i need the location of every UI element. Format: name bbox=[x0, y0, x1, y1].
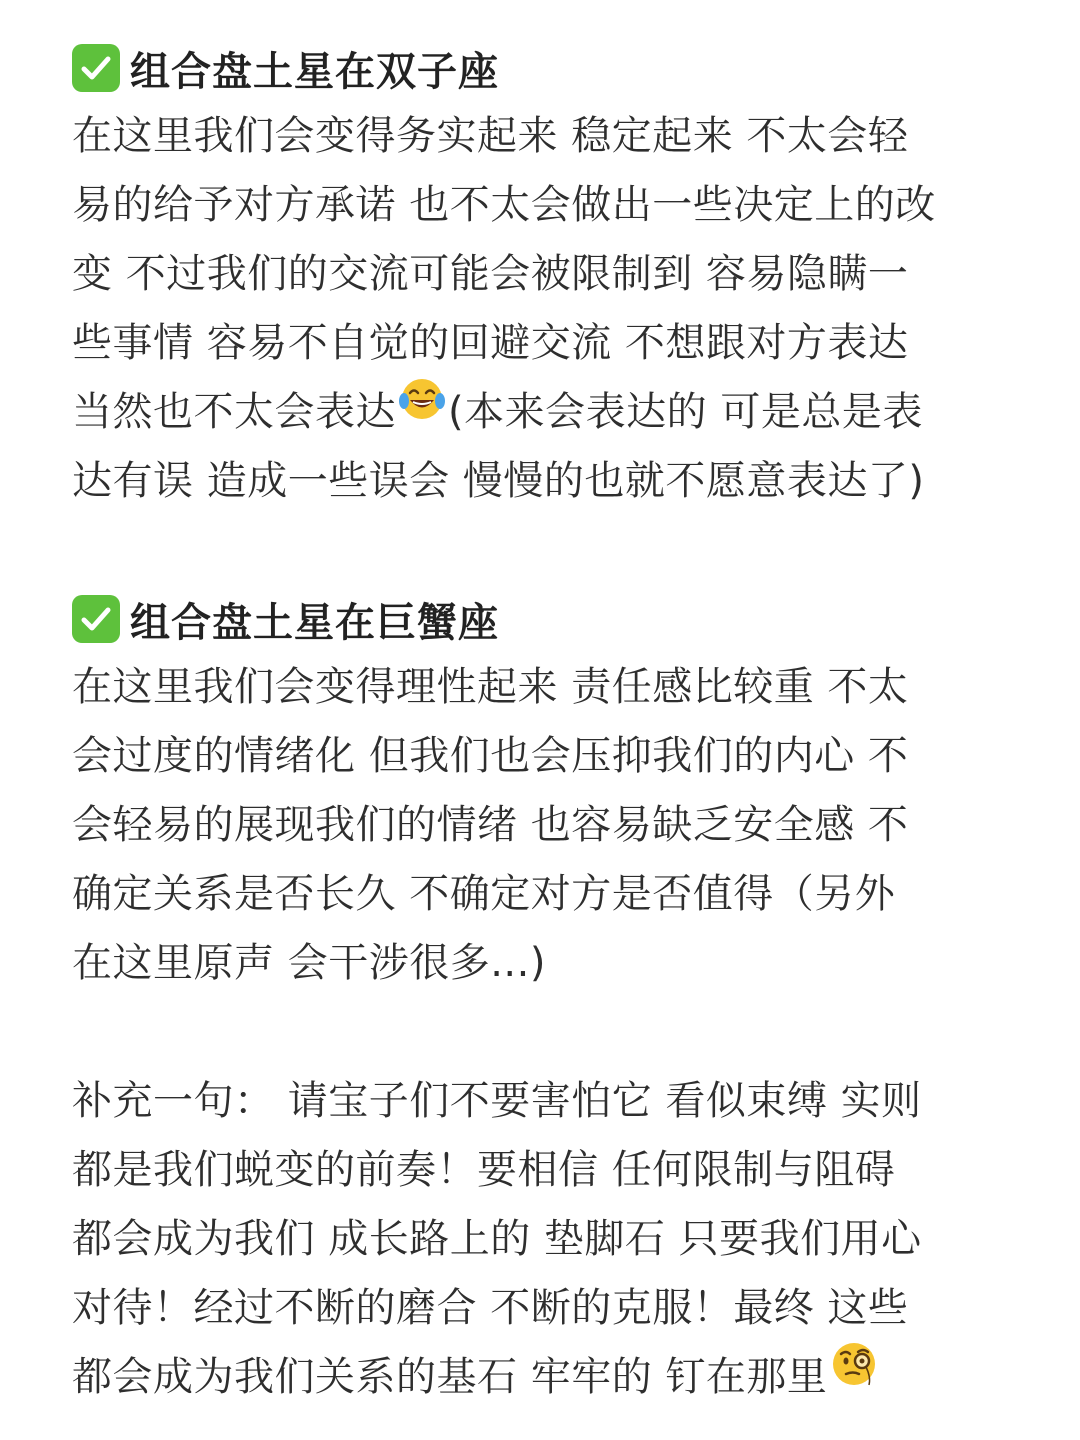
paragraph-line: 都会成为我们 成长路上的 垫脚石 只要我们用心 bbox=[72, 1216, 922, 1262]
paragraph-line: 补充一句： 请宝子们不要害怕它 看似束缚 实则 bbox=[72, 1078, 922, 1124]
line-text: 当然也不太会表达 bbox=[72, 389, 396, 435]
check-mark-button-icon bbox=[72, 44, 120, 92]
paragraph-gap bbox=[72, 516, 1012, 585]
section-heading bbox=[72, 585, 1012, 653]
line-text: 都会成为我们关系的基石 牢牢的 钉在那里 bbox=[72, 1354, 828, 1400]
paragraph-line: 在这里我们会变得理性起来 责任感比较重 不太 bbox=[72, 664, 909, 710]
paragraph-line: 会过度的情绪化 但我们也会压抑我们的内心 不 bbox=[72, 733, 909, 779]
paragraph-line: 都是我们蜕变的前奏！要相信 任何限制与阻碍 bbox=[72, 1147, 896, 1193]
line-text: (本来会表达的 可是总是表 bbox=[448, 389, 923, 435]
section-saturn-gemini bbox=[72, 34, 1012, 516]
heading-text: 组合盘土星在双子座 bbox=[130, 48, 499, 95]
paragraph-line: 些事情 容易不自觉的回避交流 不想跟对方表达 bbox=[72, 320, 909, 366]
paragraph-line: 对待！经过不断的磨合 不断的克服！最终 这些 bbox=[72, 1285, 909, 1331]
monocle-face-emoji bbox=[829, 1339, 879, 1411]
heading-text: 组合盘土星在巨蟹座 bbox=[130, 599, 499, 646]
section-saturn-cancer bbox=[72, 585, 1012, 998]
paragraph-line bbox=[72, 378, 1012, 447]
paragraph-line bbox=[72, 1343, 1012, 1412]
document-page bbox=[72, 34, 1012, 1412]
paragraph-line: 变 不过我们的交流可能会被限制到 容易隐瞒一 bbox=[72, 251, 909, 297]
paragraph-line: 达有误 造成一些误会 慢慢的也就不愿意表达了) bbox=[72, 458, 925, 504]
paragraph-gap bbox=[72, 998, 1012, 1067]
paragraph-line: 会轻易的展现我们的情绪 也容易缺乏安全感 不 bbox=[72, 802, 909, 848]
paragraph-line: 易的给予对方承诺 也不太会做出一些决定上的改 bbox=[72, 182, 936, 228]
paragraph-line: 在这里我们会变得务实起来 稳定起来 不太会轻 bbox=[72, 113, 909, 159]
section-supplement bbox=[72, 1067, 1012, 1412]
check-mark-button-icon bbox=[72, 595, 120, 643]
paragraph-line: 在这里原声 会干涉很多...) bbox=[72, 940, 546, 986]
laughing-tears-emoji bbox=[398, 375, 446, 445]
paragraph-line: 确定关系是否长久 不确定对方是否值得（另外 bbox=[72, 871, 896, 917]
section-heading bbox=[72, 34, 1012, 102]
